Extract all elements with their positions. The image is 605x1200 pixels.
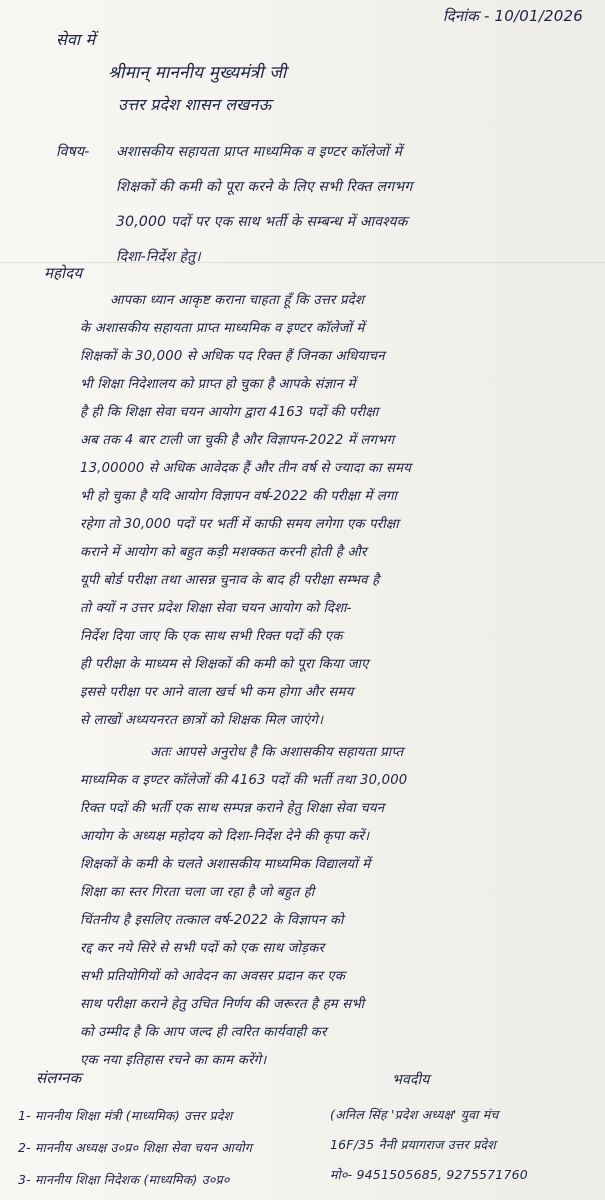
body-line: अतः आपसे अनुरोध है कि अशासकीय सहायता प्राप्त [150,745,404,760]
body-line: भी हो चुका है यदि आयोग विज्ञापन वर्ष-2022 की परीक्षा में लगा [80,489,398,504]
enclosure-title: संलग्नक [36,1069,82,1087]
salutation: महोदय [44,264,83,282]
signature-phone: मो०- 9451505685, 9275571760 [330,1167,528,1182]
body-line: रिक्त पदों की भर्ती एक साथ सम्पन्न कराने हेतु शिक्षा सेवा चयन [80,801,385,816]
signature-address: 16F/35 नैनी प्रयागराज उत्तर प्रदेश [330,1137,496,1152]
body-line: है ही कि शिक्षा सेवा चयन आयोग द्वारा 4163 पदों की परीक्षा [80,405,379,420]
body-line: माध्यमिक व इण्टर कॉलेजों की 4163 पदों की भर्ती तथा 30,000 [80,773,408,788]
subject-line: दिशा-निर्देश हेतु। [116,249,201,265]
body-line: चिंतनीय है इसलिए तत्काल वर्ष-2022 के विज्ञापन को [80,913,344,928]
body-line: शिक्षा का स्तर गिरता चला जा रहा है जो बहुत ही [80,885,315,900]
body-line: एक नया इतिहास रचने का काम करेंगे। [80,1053,267,1068]
addressee-line-3: उत्तर प्रदेश शासन लखनऊ [118,95,272,114]
body-line: यूपी बोर्ड परीक्षा तथा आसन्न चुनाव के बाद ही परीक्षा सम्भव है [80,573,380,588]
body-line: आयोग के अध्यक्ष महोदय को दिशा-निर्देश देने की कृपा करें। [80,829,370,844]
subject-block [56,135,596,275]
enclosure-item: 2- माननीय अध्यक्ष उ०प्र० शिक्षा सेवा चयन आयोग [18,1140,252,1155]
body-line: भी शिक्षा निदेशालय को प्राप्त हो चुका है आपके संज्ञान में [80,377,356,392]
body-line: से लाखों अध्ययनरत छात्रों को शिक्षक मिल जाएंगे। [80,713,324,728]
body-line: के अशासकीय सहायता प्राप्त माध्यमिक व इण्टर कॉलेजों में [80,321,365,336]
body-line: कराने में आयोग को बहुत कड़ी मशक्कत करनी होती है और [80,545,367,560]
body-line: आपका ध्यान आकृष्ट कराना चाहता हूँ कि उत्तर प्रदेश [110,293,365,308]
body-line: सभी प्रतियोगियों को आवेदन का अवसर प्रदान कर एक [80,969,346,984]
body-line: शिक्षकों के कमी के चलते अशासकीय माध्यमिक विद्यालयों में [80,857,371,872]
subject-line: अशासकीय सहायता प्राप्त माध्यमिक व इण्टर कॉलेजों में [116,144,403,160]
body-line: रहेगा तो 30,000 पदों पर भर्ती में काफी समय लगेगा एक परीक्षा [80,517,399,532]
body-line: को उम्मीद है कि आप जल्द ही त्वरित कार्यवाही कर [80,1025,327,1040]
body-line: तो क्यों न उत्तर प्रदेश शिक्षा सेवा चयन आयोग को दिशा- [80,601,352,616]
subject-text [116,135,596,275]
addressee-line-1: सेवा में [56,30,96,49]
body-line: रद्द कर नये सिरे से सभी पदों को एक साथ जोड़कर [80,941,325,956]
body-line: इससे परीक्षा पर आने वाला खर्च भी कम होगा और समय [80,685,354,700]
signature-closing: भवदीय [392,1072,430,1088]
subject-label: विषय- [56,144,90,160]
addressee-line-2: श्रीमान् माननीय मुख्यमंत्री जी [108,63,287,83]
subject-line: शिक्षकों की कमी को पूरा करने के लिए सभी रिक्त लगभग [116,179,413,195]
subject-line: 30,000 पदों पर एक साथ भर्ती के सम्बन्ध में आवश्यक [116,214,408,230]
enclosure-item: 3- माननीय शिक्षा निदेशक (माध्यमिक) उ०प्र० [18,1172,230,1187]
body-line: ही परीक्षा के माध्यम से शिक्षकों की कमी को पूरा किया जाए [80,657,369,672]
signature-block [330,1100,528,1190]
body-line: अब तक 4 बार टाली जा चुकी है और विज्ञापन-2022 में लगभग [80,433,395,448]
enclosure-list [18,1100,252,1196]
signature-name: (अनिल सिंह 'प्रदेश अध्यक्ष' युवा मंच [330,1107,499,1122]
body-line: निर्देश दिया जाए कि एक साथ सभी रिक्त पदों की एक [80,629,343,644]
enclosure-item: 1- माननीय शिक्षा मंत्री (माध्यमिक) उत्तर प्रदेश [18,1108,233,1123]
body-line: शिक्षकों के 30,000 से अधिक पद रिक्त हैं जिनका अधियाचन [80,349,385,364]
body-line: साथ परीक्षा कराने हेतु उचित निर्णय की जरूरत है हम सभी [80,997,365,1012]
letter-date: दिनांक - 10/01/2026 [442,7,583,25]
body-line: 13,00000 से अधिक आवेदक हैं और तीन वर्ष से ज्यादा का समय [80,461,412,476]
